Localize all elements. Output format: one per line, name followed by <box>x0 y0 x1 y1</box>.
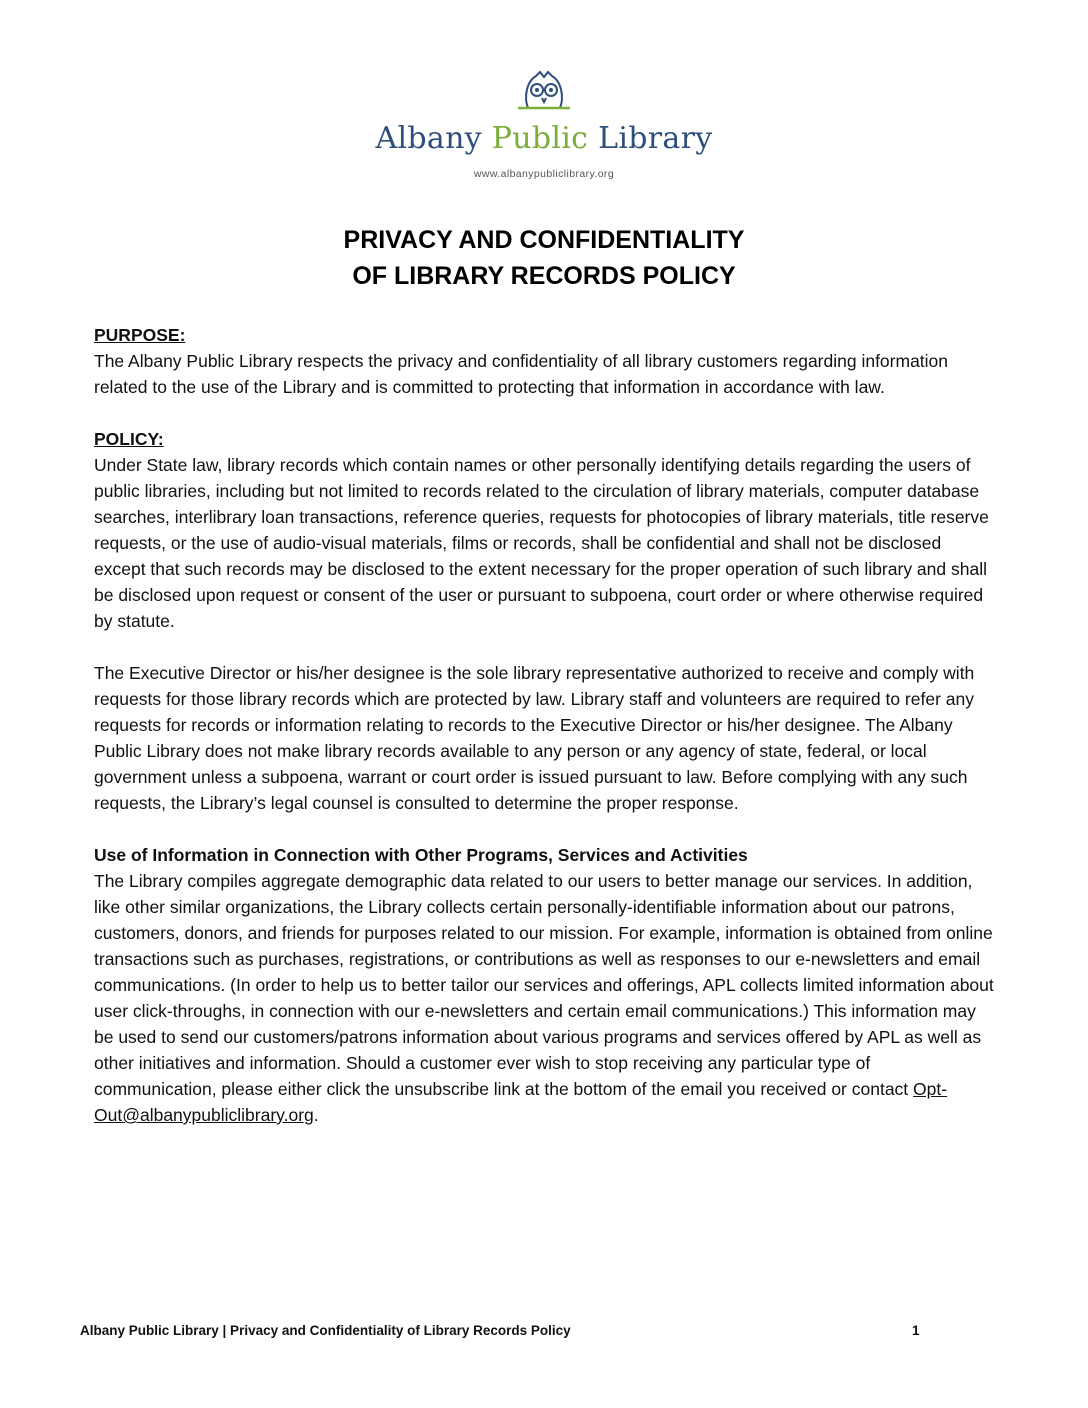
owl-icon <box>514 68 574 116</box>
website-url[interactable]: www.albanypubliclibrary.org <box>473 168 615 180</box>
document-body <box>94 322 994 1128</box>
title-line-2: OF LIBRARY RECORDS POLICY <box>352 262 736 290</box>
brand-public: Public <box>491 121 589 156</box>
use-of-information-period: . <box>313 1105 319 1125</box>
use-of-information-text <box>94 868 994 1128</box>
library-logo <box>0 68 1088 180</box>
policy-paragraph-2: The Executive Director or his/her designee is the sole library representative authorized to receive and comply with requests for those library records which are protected by law. Library staff and volunteers are required to refer any requests for records or information relating to records to the Executive Director or his/her designee. The Albany Public Library does not make library records available to any person or any agency of state, federal, or local government unless a subpoena, warrant or court order is issued pursuant to law. Before complying with any such requests, the Library’s legal counsel is consulted to determine the proper response. <box>94 663 975 813</box>
brand-albany: Albany <box>375 121 482 156</box>
library-name <box>0 122 1088 156</box>
title-line-1: PRIVACY AND CONFIDENTIALITY <box>343 226 745 254</box>
page-number: 1 <box>912 1323 920 1338</box>
purpose-text: The Albany Public Library respects the privacy and confidentiality of all library customers regarding information related to the use of the Library and is committed to protecting that information in accordance with law. <box>94 351 949 397</box>
policy-paragraph-1: Under State law, library records which contain names or other personally identifying details regarding the users of public libraries, including but not limited to records related to the circulation of library materials, computer database searches, interlibrary loan transactions, reference queries, requests for photocopies of library materials, title reserve requests, or the use of audio-visual materials, films or records, shall be confidential and shall not be disclosed except that such records may be disclosed to the extent necessary for the proper operation of such library and shall be disclosed upon request or consent of the user or pursuant to subpoena, court order or where otherwise required by statute. <box>94 455 989 631</box>
purpose-heading: PURPOSE: <box>94 325 186 345</box>
brand-library: Library <box>598 121 713 156</box>
use-of-information-heading: Use of Information in Connection with Other Programs, Services and Activities <box>94 845 748 865</box>
document-title <box>0 222 1088 294</box>
policy-heading: POLICY: <box>94 429 164 449</box>
use-of-information-body: The Library compiles aggregate demographic data related to our users to better manage our services. In addition, like other similar organizations, the Library collects certain personally-identifiable information about our patrons, customers, donors, and friends for purposes related to our mission. For example, information is obtained from online transactions such as purchases, registrations, or contributions as well as responses to our e-newsletters and email communications. (In order to help us to better tailor our services and offerings, APL collects limited information about user click-throughs, in connection with our e-newsletters and certain email communications.) This information may be used to send our customers/patrons information about various programs and services offered by APL as well as other initiatives and information. Should a customer ever wish to stop receiving any particular type of communication, please either click the unsubscribe link at the bottom of the email you received or contact <box>94 871 994 1099</box>
opt-out-email-link[interactable]: Opt-Out@albanypubliclibrary.org <box>94 1079 948 1125</box>
page-footer: Albany Public Library | Privacy and Confidentiality of Library Records Policy <box>80 1323 571 1338</box>
